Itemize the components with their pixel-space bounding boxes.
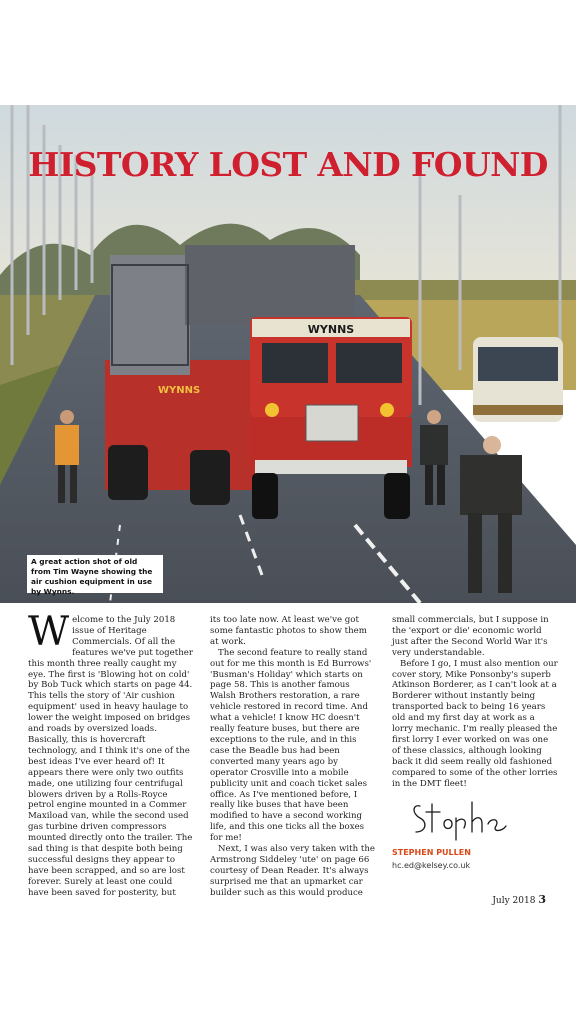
drop-cap: W bbox=[28, 609, 70, 655]
editorial-body bbox=[28, 609, 558, 898]
paragraph-text: elcome to the July 2018 issue of Heritage Commercials. Of all the features we've put together this month three really caught my eye. The first is 'Blowing hot on cold' by Bob Tuck which starts on page 44. This tells the story of 'Air cushion equipment' used in heavy haulage to lower the weight imposed on bridges and roads by oversized loads. Basically, this is hovercraft technology, and I think it's one of the best ideas I've ever heard of! It appears there were only two outfits made, one utilizing four centrifugal blowers driven by a Rolls-Royce petrol engine mounted in a Commer Maxiload van, while the second used gas turbine driven compressors mounted directly onto the trailer. The sad thing is that despite both being successful designs they appear to have been scrapped, and so are lost forever. Surely at least one could have been saved for posterity, but bbox=[28, 615, 193, 898]
author-email[interactable]: hc.ed@kelsey.co.uk bbox=[392, 861, 471, 871]
paragraph: small commercials, but I suppose in the 'export or die' economic world just after the Second World War it's very understandable. bbox=[392, 615, 549, 658]
paragraph: its too late now. At least we've got some fantastic photos to show them at work. bbox=[210, 615, 367, 647]
column-3 bbox=[392, 615, 558, 885]
truck-nameboard: WYNNS bbox=[307, 323, 355, 336]
photo-caption: A great action shot of old from Tim Wayne showing the air cushion equipment in use by Wynns. bbox=[27, 555, 163, 593]
paragraph: Before I go, I must also mention our cover story, Mike Ponsonby's superb Atkinson Borderer, as I can't look at a Borderer without instantly being transported back to being 16 years old and my first day at work as a lorry mechanic. I'm really pleased the first lorry I ever worked on was one of these classics, although looking back it did seem really old fashioned compared to some of the other lorries in the DMT fleet! bbox=[392, 658, 558, 789]
page-title: HISTORY LOST AND FOUND bbox=[28, 145, 548, 184]
paragraph: Next, I was also very taken with the Armstrong Siddeley 'ute' on page 66 courtesy of Dean Reader. It's always surprised me that an upmarket car builder such as this would produce bbox=[210, 844, 375, 898]
issue-date: July 2018 bbox=[492, 896, 536, 906]
page-number: 3 bbox=[538, 893, 546, 906]
page-folio bbox=[492, 893, 546, 906]
paragraph: The second feature to really stand out for me this month is Ed Burrows' 'Busman's Holiday' which starts on page 58. This is another famous Walsh Brothers restoration, a rare vehicle restored in record time. And what a vehicle! I know HC doesn't really feature buses, but there are exceptions to the rule, and in this case the Beadle bus had been converted many years ago by operator Crosville into a mobile publicity unit and coach ticket sales office. As I've mentioned before, I really like buses that have been modified to have a second working life, and this one ticks all the boxes for me! bbox=[210, 647, 372, 844]
handwritten-signature bbox=[410, 798, 510, 842]
trailer-logo: WYNNS bbox=[158, 385, 201, 396]
column-2 bbox=[210, 615, 376, 898]
author-name: STEPHEN PULLEN bbox=[392, 847, 471, 857]
column-1 bbox=[28, 609, 194, 898]
paragraph bbox=[28, 609, 194, 899]
